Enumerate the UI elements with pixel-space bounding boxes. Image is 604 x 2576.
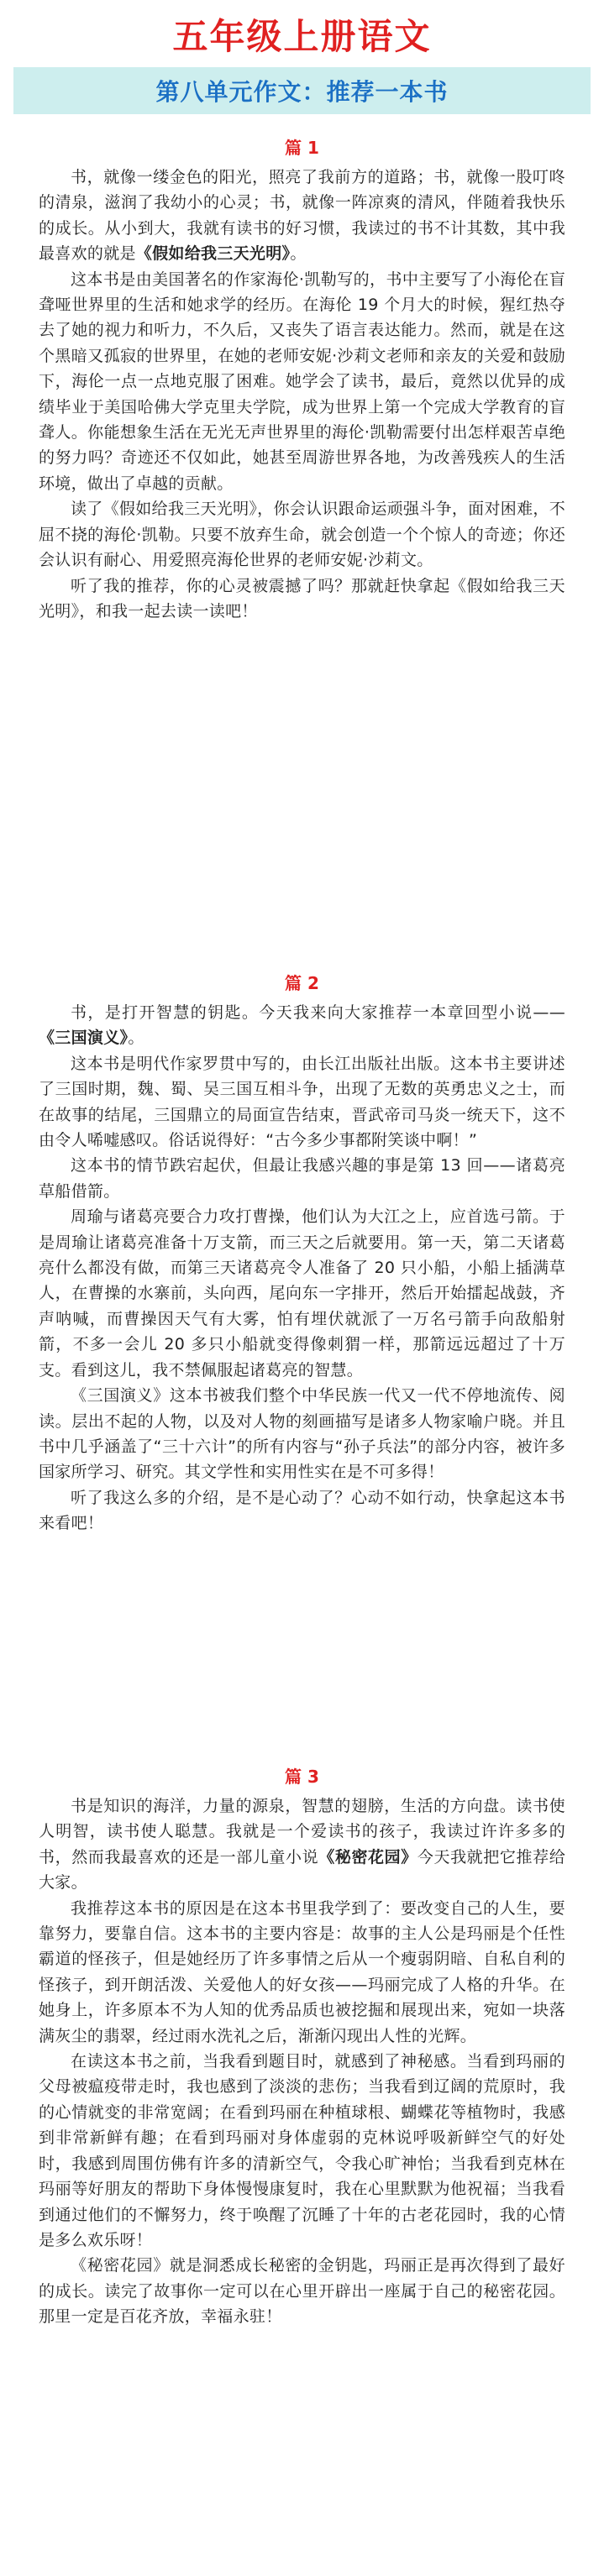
article-paragraph: 书，就像一缕金色的阳光，照亮了我前方的道路；书，就像一股叮咚的清泉，滋润了我幼小的心灵；书，就像一阵凉爽的清风，伴随着我快乐的成长。从小到大，我就有读书的好习惯，我读过的书不计其数，其中我最喜欢的就是《假如给我三天光明》。 xyxy=(39,168,565,264)
article-paragraph: 我推荐这本书的原因是在这本书里我学到了：要改变自己的人生，要靠努力，要靠自信。这本书的主要内容是：故事的主人公是玛丽是个任性霸道的怪孩子，但是她经历了许多事情之后从一个瘦弱阴暗、自私自利的怪孩子，到开朗活泼、关爱他人的好女孩——玛丽完成了人格的升华。在她身上，许多原本不为人知的优秀品质也被挖掘和展现出来，宛如一块落满灰尘的翡翠，经过雨水洗礼之后，渐渐闪现出人性的光辉。 xyxy=(39,1898,565,2045)
page-title: 五年级上册语文 xyxy=(172,16,432,57)
subtitle-banner xyxy=(13,67,591,114)
article-paragraph: 听了我的推荐，你的心灵被震撼了吗？那就赶快拿起《假如给我三天光明》，和我一起去读一读吧！ xyxy=(39,576,565,620)
article-paragraph: 《三国演义》这本书被我们整个中华民族一代又一代不停地流传、阅读。层出不起的人物，以及对人物的刻画描写是诸多人物家喻户晓。并且书中几乎涵盖了“三十六计”的所有内容与“孙子兵法”的部分内容，被许多国家所学习、研究。其文学性和实用性实在是不可多得！ xyxy=(39,1386,565,1482)
article-paragraph: 书是知识的海洋，力量的源泉，智慧的翅膀，生活的方向盘。读书使人明智，读书使人聪慧。我就是一个爱读书的孩子，我读过许许多多的书，然而我最喜欢的还是一部儿童小说《秘密花园》今天我就把它推荐给大家。 xyxy=(39,1797,565,1893)
article-paragraph: 听了我这么多的介绍，是不是心动了？心动不如行动，快拿起这本书来看吧！ xyxy=(39,1488,565,1533)
article-paragraph: 在读这本书之前，当我看到题目时，就感到了神秘感。当看到玛丽的父母被瘟疫带走时，我也感到了淡淡的悲伤；当我看到辽阔的荒原时，我的心情就变的非常宽阔；在看到玛丽在种植球根、蝴蝶花等植物时，我感到非常新鲜有趣；在看到玛丽对身体虚弱的克林说呼吸新鲜空气的好处时，我感到周围仿佛有许多的清新空气，令我心旷神怡；当我看到克林在玛丽等好朋友的帮助下身体慢慢康复时，我在心里默默为他祝福；当我看到通过他们的不懈努力，终于唤醒了沉睡了十年的古老花园时，我的心情是多么欢乐呀！ xyxy=(39,2052,565,2249)
book-title: 《秘密花园》 xyxy=(318,1847,418,1867)
book-title: 《假如给我三天光明》 xyxy=(135,244,291,264)
page-subtitle: 第八单元作文：推荐一本书 xyxy=(155,78,449,106)
article-paragraph: 这本书是明代作家罗贯中写的，由长江出版社出版。这本书主要讲述了三国时期，魏、蜀、吴三国互相斗争，出现了无数的英勇忠义之士，而在故事的结尾，三国鼎立的局面宣告结束，晋武帝司马炎一统天下，这不由令人唏嘘感叹。俗话说得好：“古今多少事都附笑谈中啊！” xyxy=(39,1054,565,1150)
article-paragraph: 这本书的情节跌宕起伏，但最让我感兴趣的事是第 13 回——诸葛亮草船借箭。 xyxy=(39,1156,565,1201)
article-heading: 篇 3 xyxy=(285,1767,319,1787)
article-1 xyxy=(0,133,604,968)
article-heading: 篇 2 xyxy=(285,973,319,993)
article-heading: 篇 1 xyxy=(285,138,319,158)
article-3 xyxy=(0,1762,604,2568)
article-paragraph: 这本书是由美国著名的作家海伦·凯勒写的，书中主要写了小海伦在盲聋哑世界里的生活和她求学的经历。在海伦 19 个月大的时候，猩红热夺去了她的视力和听力，不久后，又丧失了语言表达能力。然而，就是在这个黑暗又孤寂的世界里，在她的老师安妮·沙莉文老师和亲友的关爱和鼓励下，海伦一点一点地克服了困难。她学会了读书，最后，竟然以优异的成绩毕业于美国哈佛大学克里夫学院，成为世界上第一个完成大学教育的盲聋人。你能想象生活在无光无声世界里的海伦·凯勒需要付出怎样艰苦卓绝的努力吗？奇迹还不仅如此，她甚至周游世界各地，为改善残疾人的生活环境，做出了卓越的贡献。 xyxy=(39,270,565,493)
article-paragraph: 读了《假如给我三天光明》，你会认识跟命运顽强斗争，面对困难，不屈不挠的海伦·凯勒。只要不放弃生命，就会创造一个个惊人的奇迹；你还会认识有耐心、用爱照亮海伦世界的老师安妮·沙莉文。 xyxy=(39,500,565,570)
article-paragraph: 《秘密花园》就是洞悉成长秘密的金钥匙，玛丽正是再次得到了最好的成长。读完了故事你一定可以在心里开辟出一座属于自己的秘密花园。那里一定是百花齐放，幸福永驻！ xyxy=(39,2256,565,2327)
article-paragraph: 周瑜与诸葛亮要合力攻打曹操，他们认为大江之上，应首选弓箭。于是周瑜让诸葛亮准备十万支箭，而三天之后就要用。第一天，第二天诸葛亮什么都没有做，而第三天诸葛亮令人准备了 20 只小船，小船上插满草人，在曹操的水寨前，头向西，尾向东一字排开，然后开始擂起战鼓，齐声呐喊，而曹操因天气有大雾，怕有埋伏就派了一万名弓箭手向敌船射箭，不多一会儿 20 多只小船就变得像刺猬一样，那箭远远超过了十万支。看到这儿，我不禁佩服起诸葛亮的智慧。 xyxy=(39,1207,565,1380)
book-title: 《三国演义》 xyxy=(39,1029,129,1048)
article-2 xyxy=(0,968,604,1762)
article-paragraph: 书，是打开智慧的钥匙。今天我来向大家推荐一本章回型小说——《三国演义》。 xyxy=(39,1003,565,1048)
